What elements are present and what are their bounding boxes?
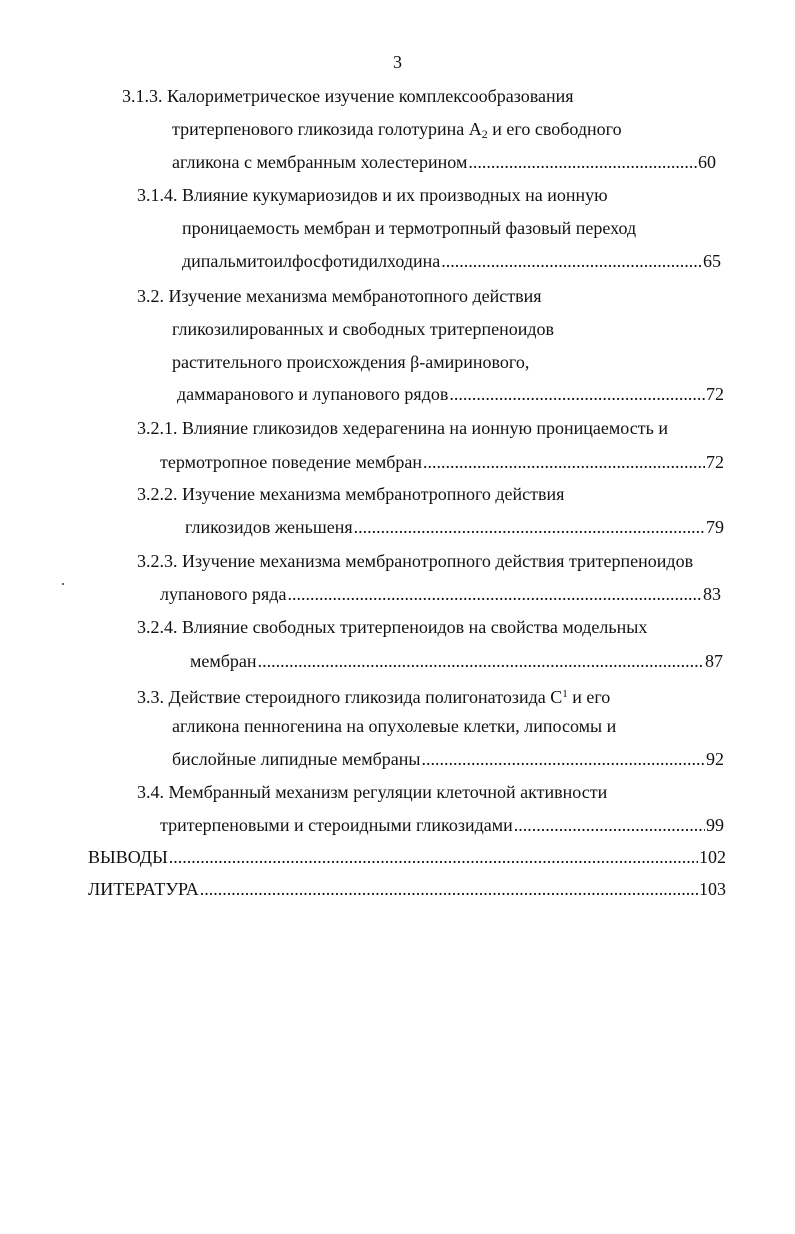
toc-33-page: 92 [706, 749, 724, 769]
toc-entry-321[interactable] [160, 450, 724, 474]
toc-33-title: бислойные липидные мембраны [172, 749, 421, 769]
toc-321-title: термотропное поведение мембран [160, 452, 423, 472]
toc-literature-page: 103 [699, 879, 726, 899]
toc-324-title: мембран [190, 651, 257, 671]
toc-313-subscript: 2 [481, 127, 488, 141]
toc-32-title: даммаранового и лупанового рядов [177, 384, 449, 404]
toc-entry-323[interactable] [160, 582, 721, 606]
toc-321-leader [423, 450, 705, 474]
toc-314-leader [441, 249, 702, 273]
toc-conclusions-leader [169, 845, 698, 869]
toc-33-line1 [137, 682, 610, 706]
toc-32-leader [449, 382, 705, 406]
toc-321-line1: 3.2.1. Влияние гликозидов хедерагенина на ионную проницаемость и [137, 418, 668, 438]
toc-literature-title: ЛИТЕРАТУРА [88, 879, 199, 899]
page-number: 3 [393, 52, 402, 72]
toc-entry-322[interactable] [185, 515, 724, 539]
toc-322-line1: 3.2.2. Изучение механизма мембранотропного действия [137, 484, 565, 504]
toc-322-page: 79 [706, 517, 724, 537]
scan-speck [62, 583, 64, 585]
toc-entry-34[interactable] [160, 813, 724, 837]
toc-313-line1: 3.1.3. Калориметрическое изучение комплексообразования [122, 86, 574, 106]
toc-32-line2: гликозилированных и свободных тритерпеноидов [172, 319, 555, 339]
toc-324-leader [258, 649, 704, 673]
toc-33-line1-rest: и его [567, 687, 611, 707]
toc-32-page: 72 [706, 384, 724, 404]
toc-313-line2 [172, 117, 622, 141]
toc-323-title: лупанового ряда [160, 584, 287, 604]
toc-34-title: тритерпеновыми и стероидными гликозидами [160, 815, 513, 835]
toc-314-line2: проницаемость мембран и термотропный фазовый переход [182, 218, 637, 238]
toc-323-page: 83 [703, 584, 721, 604]
toc-324-page: 87 [705, 651, 723, 671]
toc-34-leader [514, 813, 705, 837]
toc-33-line2: агликона пенногенина на опухолевые клетки, липосомы и [172, 716, 617, 736]
toc-313-title: агликона с мембранным холестерином [172, 152, 468, 172]
toc-314-title: дипальмитоилфосфотидилходина [182, 251, 441, 271]
toc-entry-conclusions[interactable] [88, 845, 726, 869]
toc-314-page: 65 [703, 251, 721, 271]
toc-32-line3: растительного происхождения β-амиринового, [172, 352, 530, 372]
toc-entry-313[interactable] [172, 150, 716, 174]
toc-32-line1: 3.2. Изучение механизма мембранотопного действия [137, 286, 542, 306]
toc-entry-32[interactable] [177, 382, 724, 406]
toc-literature-leader [200, 877, 698, 901]
toc-314-line1: 3.1.4. Влияние кукумариозидов и их производных на ионную [137, 185, 608, 205]
toc-entry-33[interactable] [172, 747, 724, 771]
toc-322-title: гликозидов женьшеня [185, 517, 353, 537]
toc-321-page: 72 [706, 452, 724, 472]
toc-313-line2-rest: и его свободного [487, 119, 622, 139]
toc-323-leader [287, 582, 702, 606]
toc-33-leader [422, 747, 705, 771]
toc-34-line1: 3.4. Мембранный механизм регуляции клеточной активности [137, 782, 608, 802]
toc-conclusions-page: 102 [699, 847, 726, 867]
toc-entry-324[interactable] [190, 649, 723, 673]
toc-313-line2-text: тритерпенового гликозида голотурина А [172, 119, 482, 139]
toc-33-superscript: 1 [562, 688, 568, 700]
toc-entry-314[interactable] [182, 249, 721, 273]
toc-322-leader [354, 515, 705, 539]
toc-323-line1: 3.2.3. Изучение механизма мембранотропного действия тритерпеноидов [137, 551, 694, 571]
toc-33-line1-text: 3.3. Действие стероидного гликозида полигонатозида С [137, 687, 563, 707]
toc-313-page: 60 [698, 152, 716, 172]
toc-conclusions-title: ВЫВОДЫ [88, 847, 168, 867]
toc-324-line1: 3.2.4. Влияние свободных тритерпеноидов на свойства модельных [137, 617, 648, 637]
toc-313-leader [468, 150, 697, 174]
toc-entry-literature[interactable] [88, 877, 726, 901]
toc-34-page: 99 [706, 815, 724, 835]
